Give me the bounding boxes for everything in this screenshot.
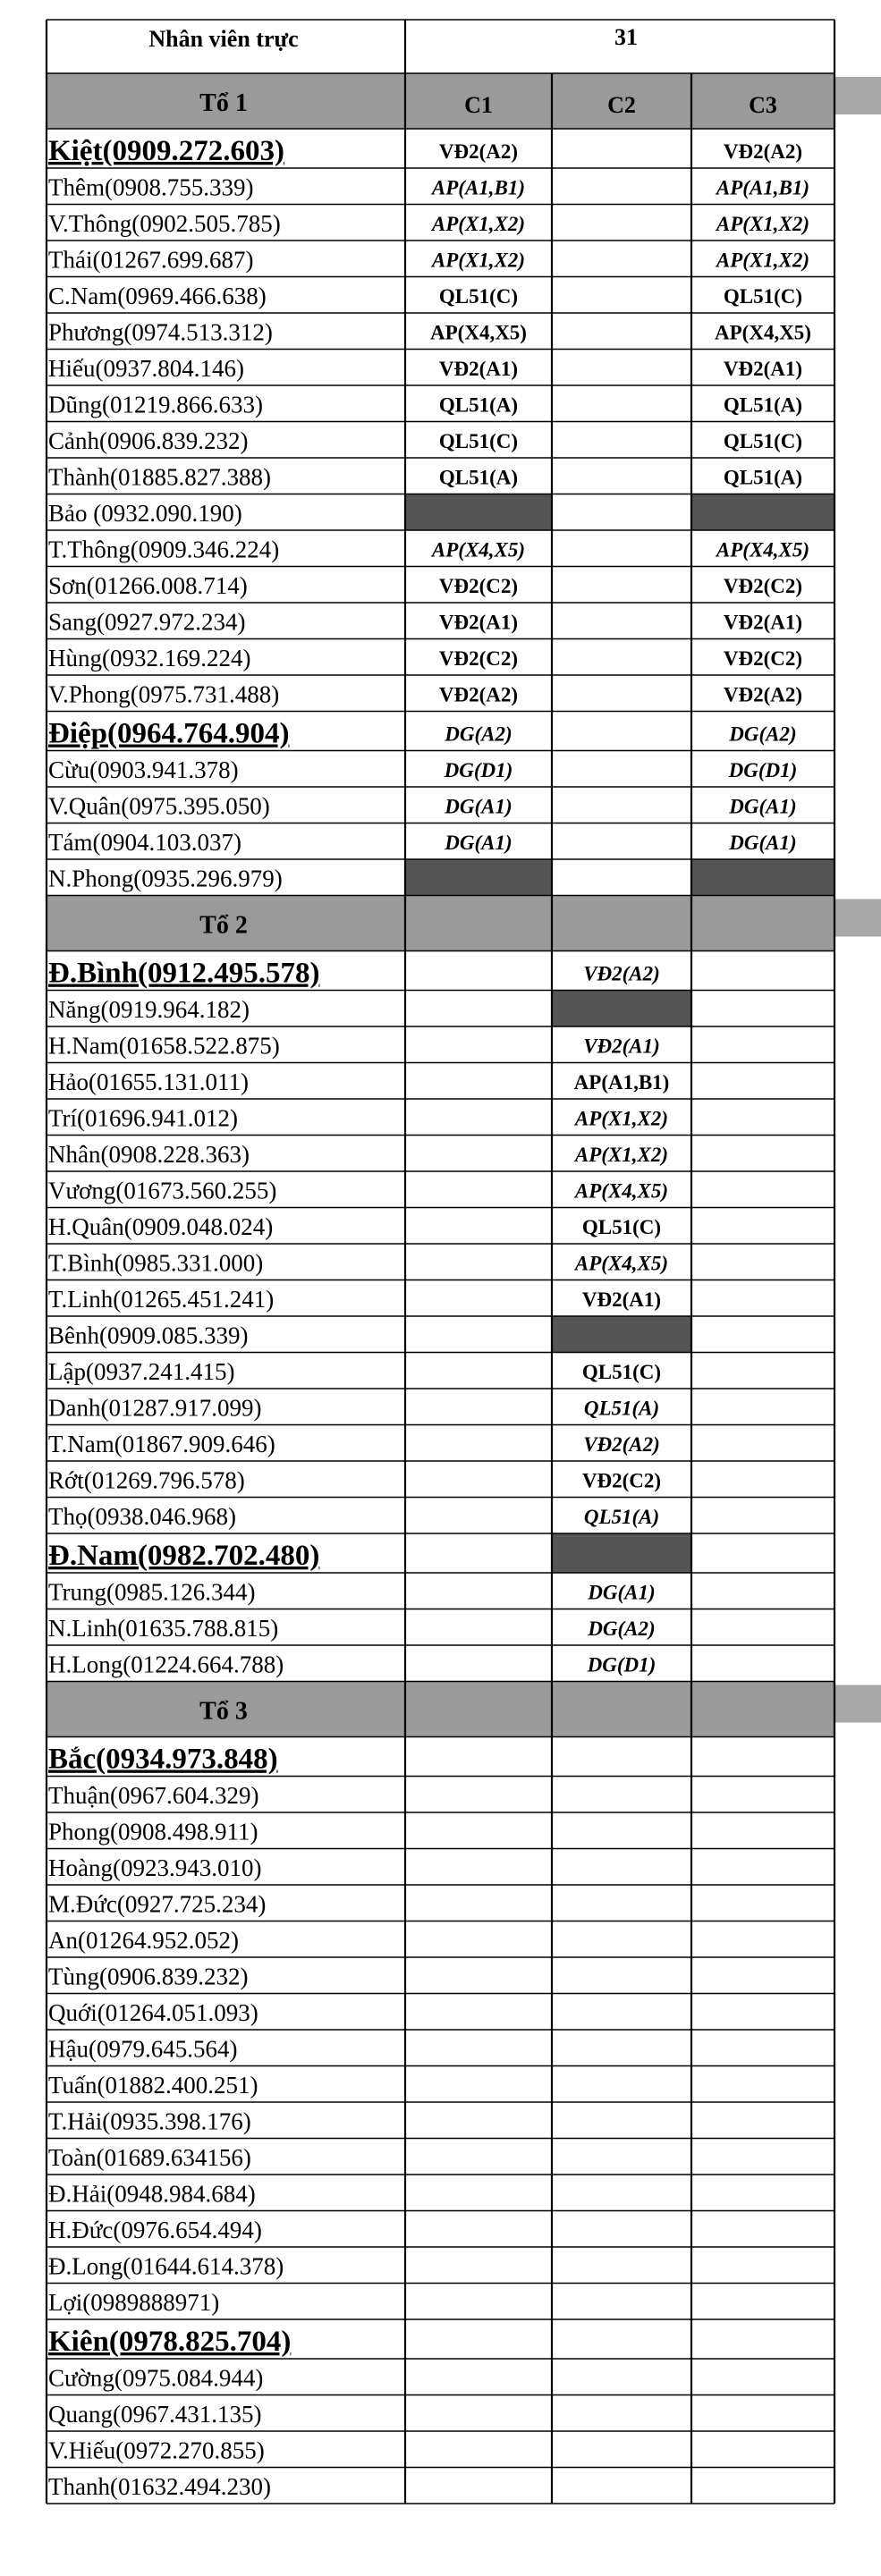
staff-name: Phong(0908.498.911) [48, 1818, 258, 1845]
shaded-cell [691, 859, 834, 896]
staff-name: Thêm(0908.755.339) [48, 173, 254, 201]
staff-name: Năng(0919.964.182) [48, 996, 250, 1023]
assignment-cell: VĐ2(A1) [438, 611, 519, 634]
staff-name: Cường(0975.084.944) [48, 2364, 264, 2392]
staff-name: Dũng(01219.866.633) [48, 391, 263, 418]
staff-name: Hậu(0979.645.564) [48, 2035, 238, 2063]
group-band [47, 1682, 834, 1737]
staff-name: Cảnh(0906.839.232) [48, 427, 249, 454]
staff-name: Rớt(01269.796.578) [48, 1466, 245, 1494]
assignment-cell: VĐ2(A2) [723, 683, 803, 706]
column-header: C2 [607, 92, 636, 118]
staff-name: Phương(0974.513.312) [48, 318, 273, 346]
assignment-cell: AP(X4,X5) [574, 1252, 669, 1275]
assignment-cell: DG(D1) [444, 759, 513, 781]
staff-name: Tám(0904.103.037) [48, 829, 241, 856]
assignment-cell: VĐ2(C2) [438, 575, 519, 597]
staff-name: Quang(0967.431.135) [48, 2401, 262, 2428]
staff-name: Nhân(0908.228.363) [48, 1141, 250, 1168]
group-band-tab [834, 77, 881, 114]
assignment-cell: DG(A1) [729, 795, 797, 818]
staff-name: An(01264.952.052) [48, 1927, 239, 1954]
assignment-cell: AP(X4,X5) [574, 1179, 669, 1203]
staff-name: Trung(0985.126.344) [48, 1578, 256, 1606]
assignment-cell: AP(A1,B1) [716, 176, 810, 199]
assignment-cell: AP(X1,X2) [716, 213, 810, 235]
staff-name: Sơn(01266.008.714) [48, 572, 248, 599]
staff-name: Cừu(0903.941.378) [48, 756, 239, 783]
assignment-cell: QL51(A) [438, 393, 519, 417]
staff-name: Hiếu(0937.804.146) [48, 355, 244, 382]
assignment-cell: QL51(C) [438, 285, 519, 308]
assignment-cell: DG(A1) [588, 1581, 656, 1604]
assignment-cell: DG(A1) [729, 832, 797, 854]
column-header: C3 [749, 92, 777, 118]
shaded-cell [405, 859, 552, 896]
assignment-cell: QL51(A) [723, 466, 803, 489]
assignment-cell: VĐ2(C2) [723, 575, 803, 597]
assignment-cell: QL51(A) [583, 1397, 660, 1420]
assignment-cell: VĐ2(A2) [438, 140, 519, 163]
assignment-cell: VĐ2(A2) [723, 140, 803, 163]
group-band [47, 896, 834, 951]
header-day: 31 [614, 24, 638, 50]
assignment-cell: QL51(A) [723, 393, 803, 417]
assignment-cell: QL51(A) [583, 1506, 660, 1528]
group-band-tab [834, 1685, 881, 1723]
staff-name: V.Thông(0902.505.785) [48, 210, 281, 237]
staff-name: T.Thông(0909.346.224) [48, 536, 280, 563]
shaded-cell [552, 1533, 691, 1573]
assignment-cell: AP(X1,X2) [574, 1144, 669, 1166]
assignment-cell: VĐ2(A2) [583, 962, 660, 985]
assignment-cell: AP(X1,X2) [431, 249, 526, 272]
assignment-cell: VĐ2(A1) [438, 358, 519, 380]
team-leader-name: Đ.Nam(0982.702.480) [48, 1540, 320, 1572]
assignment-cell: AP(X1,X2) [574, 1107, 669, 1130]
staff-name: T.Bình(0985.331.000) [48, 1249, 264, 1277]
staff-name: H.Nam(01658.522.875) [48, 1032, 280, 1060]
team-leader-name: Kiên(0978.825.704) [48, 2326, 292, 2358]
group-band [47, 73, 834, 129]
staff-name: Sang(0927.972.234) [48, 608, 246, 636]
shaded-cell [552, 1316, 691, 1353]
staff-name: Bảo (0932.090.190) [48, 500, 242, 527]
staff-name: N.Linh(01635.788.815) [48, 1615, 279, 1642]
staff-name: Quới(01264.051.093) [48, 1999, 258, 2026]
header-label: Nhân viên trực [148, 26, 299, 52]
assignment-cell: DG(A1) [445, 832, 513, 854]
staff-name: Thuận(0967.604.329) [48, 1782, 259, 1809]
group-title: Tổ 3 [199, 1697, 248, 1726]
cell-texts [48, 24, 811, 2500]
staff-name: H.Quân(0909.048.024) [48, 1213, 274, 1240]
staff-name: V.Hiếu(0972.270.855) [48, 2437, 265, 2464]
staff-name: Lợi(0989888971) [48, 2289, 220, 2316]
team-leader-name: Điệp(0964.764.904) [48, 717, 290, 750]
assignment-cell: QL51(A) [438, 466, 519, 489]
assignment-cell: VĐ2(A2) [583, 1433, 660, 1456]
staff-name: Thọ(0938.046.968) [48, 1503, 236, 1530]
assignment-cell: VĐ2(A1) [581, 1288, 662, 1311]
shaded-cell [552, 991, 691, 1027]
assignment-cell: VĐ2(A1) [723, 611, 803, 634]
assignment-cell: QL51(C) [723, 430, 803, 452]
staff-name: Thái(01267.699.687) [48, 246, 254, 274]
staff-name: Hoàng(0923.943.010) [48, 1854, 262, 1881]
assignment-cell: AP(X1,X2) [716, 249, 810, 272]
staff-name: V.Quân(0975.395.050) [48, 792, 270, 820]
staff-name: M.Đức(0927.725.234) [48, 1890, 267, 1918]
staff-name: Toàn(01689.634156) [48, 2144, 251, 2171]
staff-name: Đ.Hải(0948.984.684) [48, 2180, 256, 2208]
assignment-cell: QL51(C) [723, 285, 803, 308]
assignment-cell: AP(X4,X5) [716, 538, 810, 562]
staff-name: Đ.Long(01644.614.378) [48, 2252, 284, 2280]
staff-name: C.Nam(0969.466.638) [48, 283, 267, 309]
assignment-cell: VĐ2(C2) [581, 1469, 662, 1492]
assignment-cell: AP(A1,B1) [573, 1071, 670, 1094]
assignment-cell: DG(D1) [587, 1653, 657, 1677]
assignment-cell: VĐ2(C2) [438, 647, 519, 670]
staff-name: Danh(01287.917.099) [48, 1394, 262, 1422]
assignment-cell: DG(A1) [445, 795, 513, 818]
assignment-cell: DG(A2) [729, 722, 797, 746]
staff-name: Trí(01696.941.012) [48, 1104, 239, 1132]
staff-name: H.Long(01224.664.788) [48, 1651, 284, 1678]
staff-name: N.Phong(0935.296.979) [48, 865, 283, 892]
assignment-cell: AP(X4,X5) [430, 321, 527, 344]
staff-name: Vương(01673.560.255) [48, 1177, 277, 1204]
staff-name: Hảo(01655.131.011) [48, 1068, 249, 1095]
column-header: C1 [464, 92, 493, 118]
staff-name: Thanh(01632.494.230) [48, 2473, 271, 2500]
staff-name: H.Đức(0976.654.494) [48, 2217, 262, 2243]
assignment-cell: QL51(C) [438, 430, 519, 452]
group-band-tab [834, 899, 881, 937]
staff-name: Tùng(0906.839.232) [48, 1963, 249, 1990]
assignment-cell: DG(D1) [728, 759, 798, 781]
staff-name: Lập(0937.241.415) [48, 1358, 235, 1385]
assignment-cell: AP(A1,B1) [431, 176, 526, 199]
assignment-cell: QL51(C) [581, 1361, 662, 1383]
team-leader-name: Bắc(0934.973.848) [48, 1743, 278, 1776]
staff-name: Thành(01885.827.388) [48, 463, 271, 491]
shaded-cell [405, 494, 552, 531]
team-leader-name: Đ.Bình(0912.495.578) [48, 957, 320, 990]
group-title: Tổ 2 [199, 911, 248, 940]
staff-name: Hùng(0932.169.224) [48, 645, 251, 671]
team-leader-name: Kiệt(0909.272.603) [48, 135, 284, 167]
staff-name: Bênh(0909.085.339) [48, 1322, 249, 1349]
assignment-cell: AP(X4,X5) [715, 321, 811, 344]
assignment-cell: AP(X1,X2) [431, 213, 526, 235]
staff-name: T.Linh(01265.451.241) [48, 1286, 275, 1313]
assignment-cell: AP(X4,X5) [431, 538, 526, 562]
staff-name: Tuấn(01882.400.251) [48, 2072, 258, 2099]
staff-name: V.Phong(0975.731.488) [48, 680, 280, 708]
group-title: Tổ 1 [199, 89, 248, 117]
assignment-cell: VĐ2(A1) [723, 358, 803, 380]
assignment-cell: QL51(C) [581, 1216, 662, 1238]
shaded-cell [691, 494, 834, 531]
assignment-cell: VĐ2(C2) [723, 647, 803, 670]
assignment-cell: DG(A2) [445, 722, 513, 746]
assignment-cell: VĐ2(A2) [438, 683, 519, 706]
assignment-cell: VĐ2(A1) [583, 1035, 660, 1058]
staff-name: T.Hải(0935.398.176) [48, 2107, 251, 2135]
staff-name: T.Nam(01867.909.646) [48, 1431, 275, 1457]
assignment-cell: DG(A2) [588, 1617, 656, 1640]
